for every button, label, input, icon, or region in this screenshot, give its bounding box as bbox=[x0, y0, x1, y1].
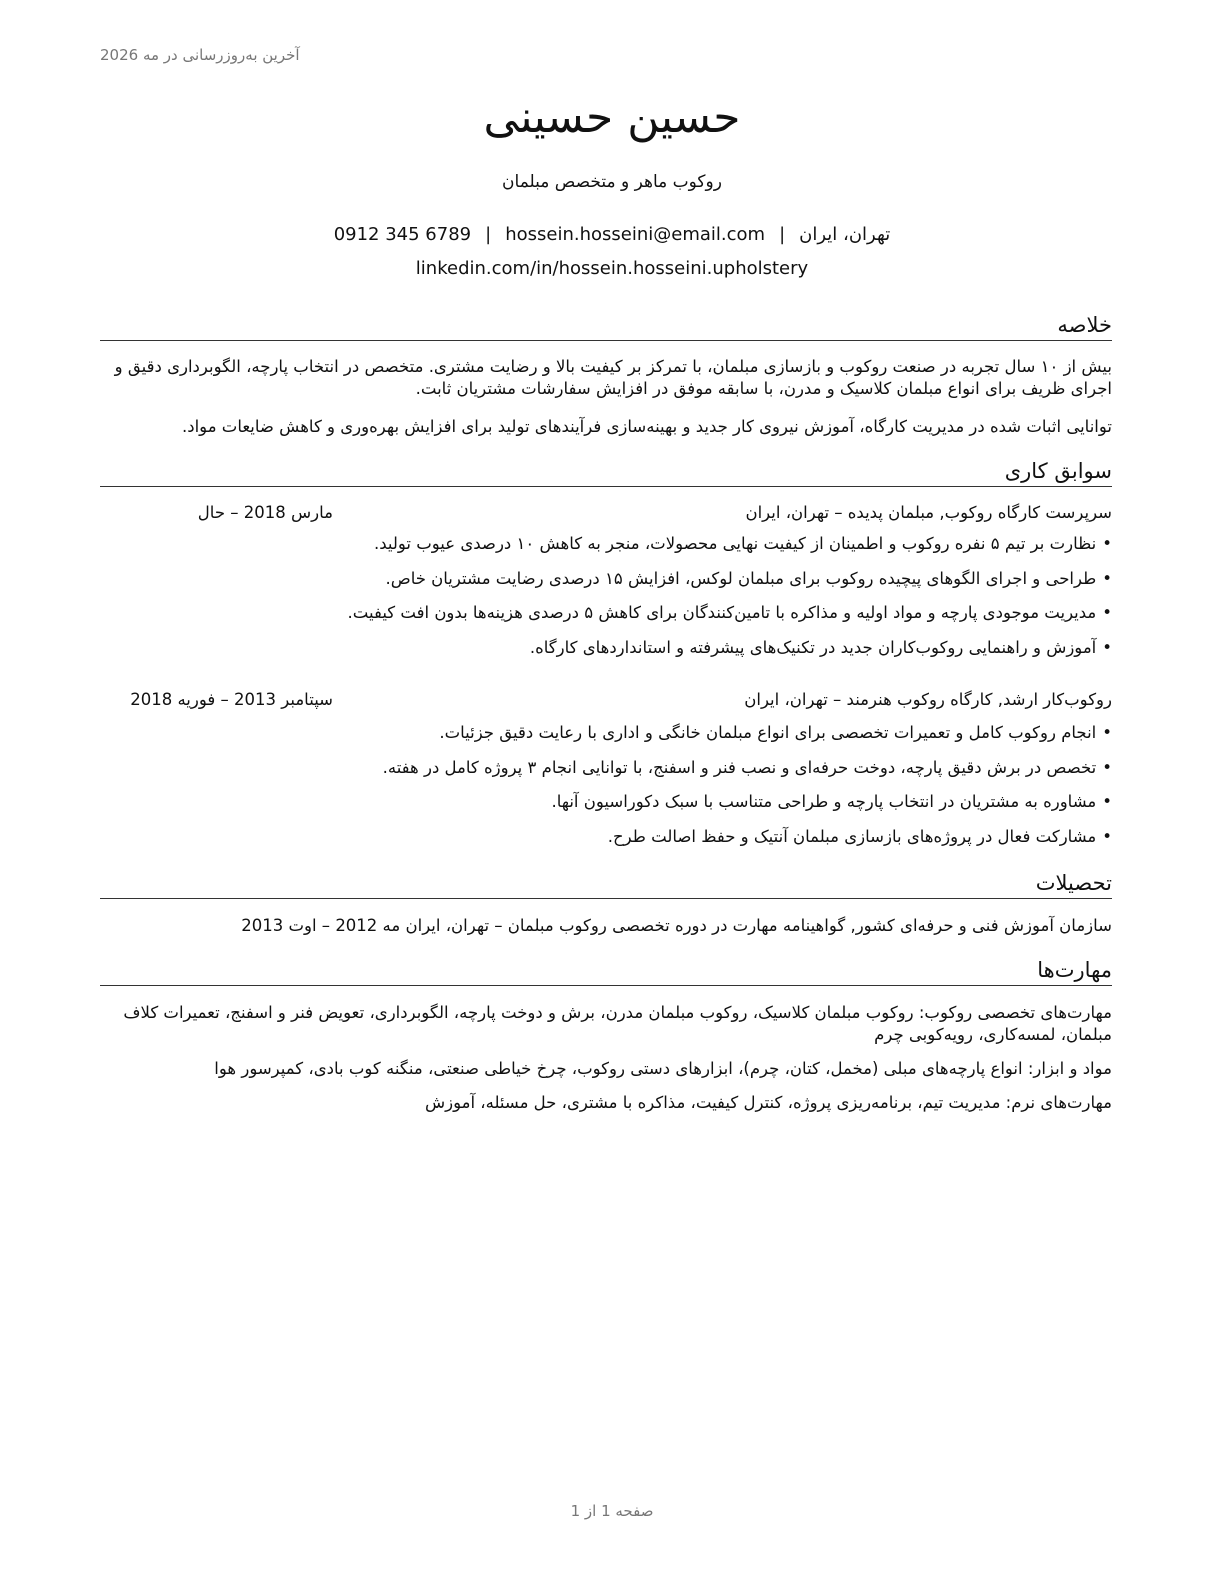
summary-paragraph-1: بیش از ۱۰ سال تجربه در صنعت روکوب و بازسازی مبلمان، با تمرکز بر کیفیت بالا و رضایت مشتری. متخصص در انتخاب پارچه، الگوبرداری دقیق و اجرای ظریف برای انواع مبلمان کلاسیک و مدرن، با سابقه موفق در افزایش سفارشات مشتریان ثابت. bbox=[114, 357, 1112, 398]
education-entry: سازمان آموزش فنی و حرفه‌ای کشور, گواهینامه مهارت در دوره تخصصی روکوب مبلمان – تهران، ایران مه 2012 – اوت 2013 bbox=[241, 916, 1112, 935]
job-2-dates: سپتامبر 2013 – فوریه 2018 bbox=[130, 690, 333, 709]
job-1-role: سرپرست کارگاه روکوب, مبلمان پدیده – تهران، ایران bbox=[745, 503, 1112, 522]
list-item: • مشارکت فعال در پروژه‌های بازسازی مبلمان آنتیک و حفظ اصالت طرح. bbox=[100, 825, 1112, 860]
page-number: صفحه 1 از 1 bbox=[570, 1502, 654, 1520]
contact-separator: | bbox=[779, 224, 786, 245]
last-updated-note: آخرین به‌روزرسانی در مه 2026 bbox=[100, 46, 300, 64]
contact-email[interactable]: hossein.hosseini@email.com bbox=[505, 224, 766, 245]
skills-materials-tools: مواد و ابزار: انواع پارچه‌های مبلی (مخمل، کتان، چرم)، ابزارهای دستی روکوب، چرخ خیاطی صنعتی، منگنه کوب بادی، کمپرسور هوا bbox=[214, 1059, 1112, 1078]
list-item: • نظارت بر تیم ۵ نفره روکوب و اطمینان از کیفیت نهایی محصولات، منجر به کاهش ۱۰ درصدی عیوب تولید. bbox=[100, 532, 1112, 567]
list-item: • آموزش و راهنمایی روکوب‌کاران جدید در تکنیک‌های پیشرفته و استانداردهای کارگاه. bbox=[100, 636, 1112, 671]
list-item: • انجام روکوب کامل و تعمیرات تخصصی برای انواع مبلمان خانگی و اداری با رعایت دقیق جزئیات. bbox=[100, 721, 1112, 756]
contact-separator: | bbox=[485, 224, 492, 245]
list-item: • مدیریت موجودی پارچه و مواد اولیه و مذاکره با تامین‌کنندگان برای کاهش ۵ درصدی هزینه‌ها بدون افت کیفیت. bbox=[100, 601, 1112, 636]
list-item: • تخصص در برش دقیق پارچه، دوخت حرفه‌ای و نصب فنر و اسفنج، با توانایی انجام ۳ پروژه کامل در هفته. bbox=[100, 756, 1112, 791]
job-1-dates: مارس 2018 – حال bbox=[197, 503, 333, 522]
summary-heading: خلاصه bbox=[100, 312, 1112, 341]
job-1-bullets bbox=[100, 532, 1112, 670]
skills-heading: مهارت‌ها bbox=[100, 957, 1112, 986]
experience-heading: سوابق کاری bbox=[100, 458, 1112, 487]
education-heading: تحصیلات bbox=[100, 870, 1112, 899]
skills-soft: مهارت‌های نرم: مدیریت تیم، برنامه‌ریزی پروژه، کنترل کیفیت، مذاکره با مشتری، حل مسئله، آموزش bbox=[424, 1093, 1112, 1112]
linkedin-link[interactable]: linkedin.com/in/hossein.hosseini.upholstery bbox=[415, 258, 809, 279]
contact-phone: 0912 345 6789 bbox=[333, 224, 472, 245]
list-item: • طراحی و اجرای الگوهای پیچیده روکوب برای مبلمان لوکس، افزایش ۱۵ درصدی رضایت مشتریان خاص. bbox=[100, 567, 1112, 602]
skills-block bbox=[96, 1002, 1112, 1114]
job-title: روکوب ماهر و متخصص مبلمان bbox=[502, 172, 722, 192]
job-1-header bbox=[100, 503, 1112, 527]
contact-location: تهران، ایران bbox=[799, 224, 891, 245]
skills-specialized: مهارت‌های تخصصی روکوب: روکوب مبلمان کلاسیک، روکوب مبلمان مدرن، برش و دوخت پارچه، الگوبرداری، تعویض فنر و اسفنج، تعمیرات کلاف مبلمان، لمسه‌کاری، رویه‌کوبی چرم bbox=[123, 1003, 1112, 1044]
job-2-role: روکوب‌کار ارشد, کارگاه روکوب هنرمند – تهران، ایران bbox=[744, 690, 1112, 709]
candidate-name: حسین حسینی bbox=[483, 92, 741, 143]
list-item: • مشاوره به مشتریان در انتخاب پارچه و طراحی متناسب با سبک دکوراسیون آنها. bbox=[100, 790, 1112, 825]
contact-line bbox=[0, 224, 1224, 245]
job-2-header bbox=[100, 690, 1112, 714]
summary-paragraph-2: توانایی اثبات شده در مدیریت کارگاه، آموزش نیروی کار جدید و بهینه‌سازی فرآیندهای تولید برای افزایش بهره‌وری و کاهش ضایعات مواد. bbox=[182, 417, 1112, 436]
job-2-bullets bbox=[100, 721, 1112, 859]
